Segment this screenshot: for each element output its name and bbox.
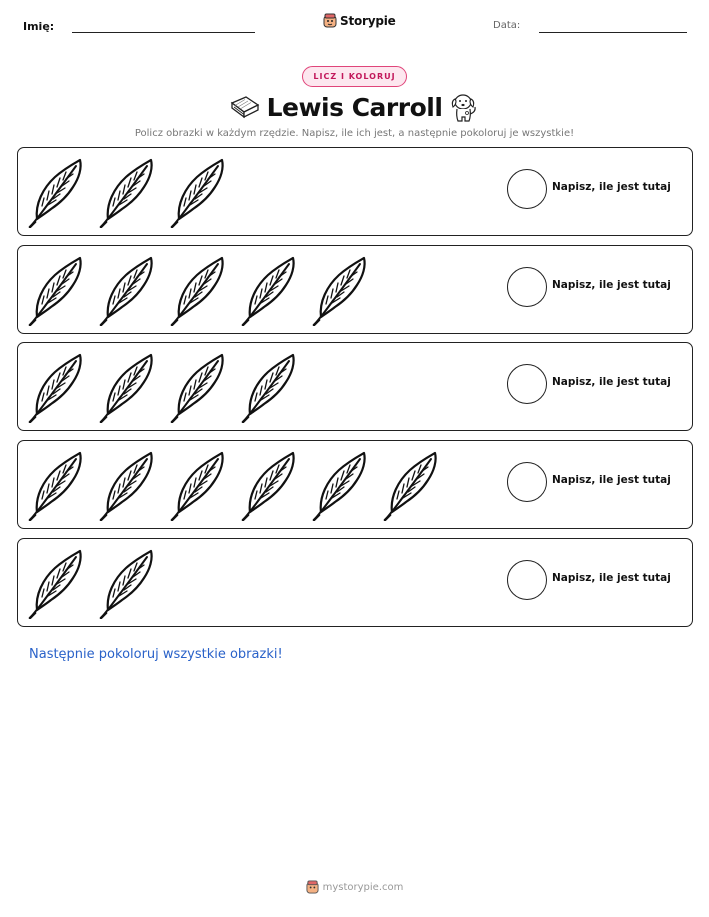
feather-icon (169, 156, 230, 228)
feather-icon (98, 351, 159, 423)
feather-icon (27, 351, 88, 423)
feather-icon (382, 449, 443, 521)
feather-icon (27, 156, 88, 228)
feather-icon (27, 547, 88, 619)
counting-row (17, 342, 693, 431)
answer-label: Napisz, ile jest tutaj (552, 376, 671, 389)
activity-badge: LICZ I KOLORUJ (302, 66, 407, 87)
feather-group (27, 351, 301, 423)
feather-icon (311, 254, 372, 326)
feather-group (27, 156, 230, 228)
answer-label: Napisz, ile jest tutaj (552, 571, 671, 584)
footer-instruction: Następnie pokoloruj wszystkie obrazki! (29, 647, 283, 662)
counting-row (17, 538, 693, 627)
date-label: Data: (493, 20, 521, 31)
date-write-line (539, 32, 687, 33)
name-write-line (72, 32, 255, 33)
feather-icon (169, 449, 230, 521)
counting-row (17, 147, 693, 236)
brand-logo (323, 13, 396, 28)
feather-group (27, 449, 443, 521)
title-row (0, 90, 709, 126)
feather-icon (98, 449, 159, 521)
name-label: Imię: (23, 20, 55, 33)
answer-circle[interactable] (507, 364, 547, 404)
answer-label: Napisz, ile jest tutaj (552, 181, 671, 193)
page-title: Lewis Carroll (266, 93, 443, 122)
worksheet-header (0, 0, 709, 50)
feather-icon (98, 254, 159, 326)
answer-label: Napisz, ile jest tutaj (552, 474, 671, 487)
site-url: mystorypie.com (322, 881, 404, 893)
feather-icon (98, 156, 159, 228)
feather-icon (98, 547, 159, 619)
dog-icon (449, 92, 479, 124)
feather-icon (311, 449, 372, 521)
feather-group (27, 547, 159, 619)
counting-row (17, 245, 693, 334)
feather-icon (169, 254, 230, 326)
answer-circle[interactable] (507, 169, 547, 209)
answer-circle[interactable] (507, 267, 547, 307)
storypie-mascot-icon (306, 880, 319, 894)
feather-icon (27, 254, 88, 326)
counting-row (17, 440, 693, 529)
feather-icon (169, 351, 230, 423)
site-footer (0, 880, 709, 894)
feather-group (27, 254, 372, 326)
feather-icon (240, 254, 301, 326)
brand-name: Storypie (340, 13, 396, 28)
storypie-mascot-icon (323, 13, 337, 28)
answer-circle[interactable] (507, 560, 547, 600)
feather-icon (27, 449, 88, 521)
answer-label: Napisz, ile jest tutaj (552, 278, 671, 291)
feather-icon (240, 449, 301, 521)
feather-icon (240, 351, 301, 423)
answer-circle[interactable] (507, 462, 547, 502)
instructions-text: Policz obrazki w każdym rzędzie. Napisz, ile ich jest, a następnie pokoloruj je wszystkie! (134, 128, 575, 139)
